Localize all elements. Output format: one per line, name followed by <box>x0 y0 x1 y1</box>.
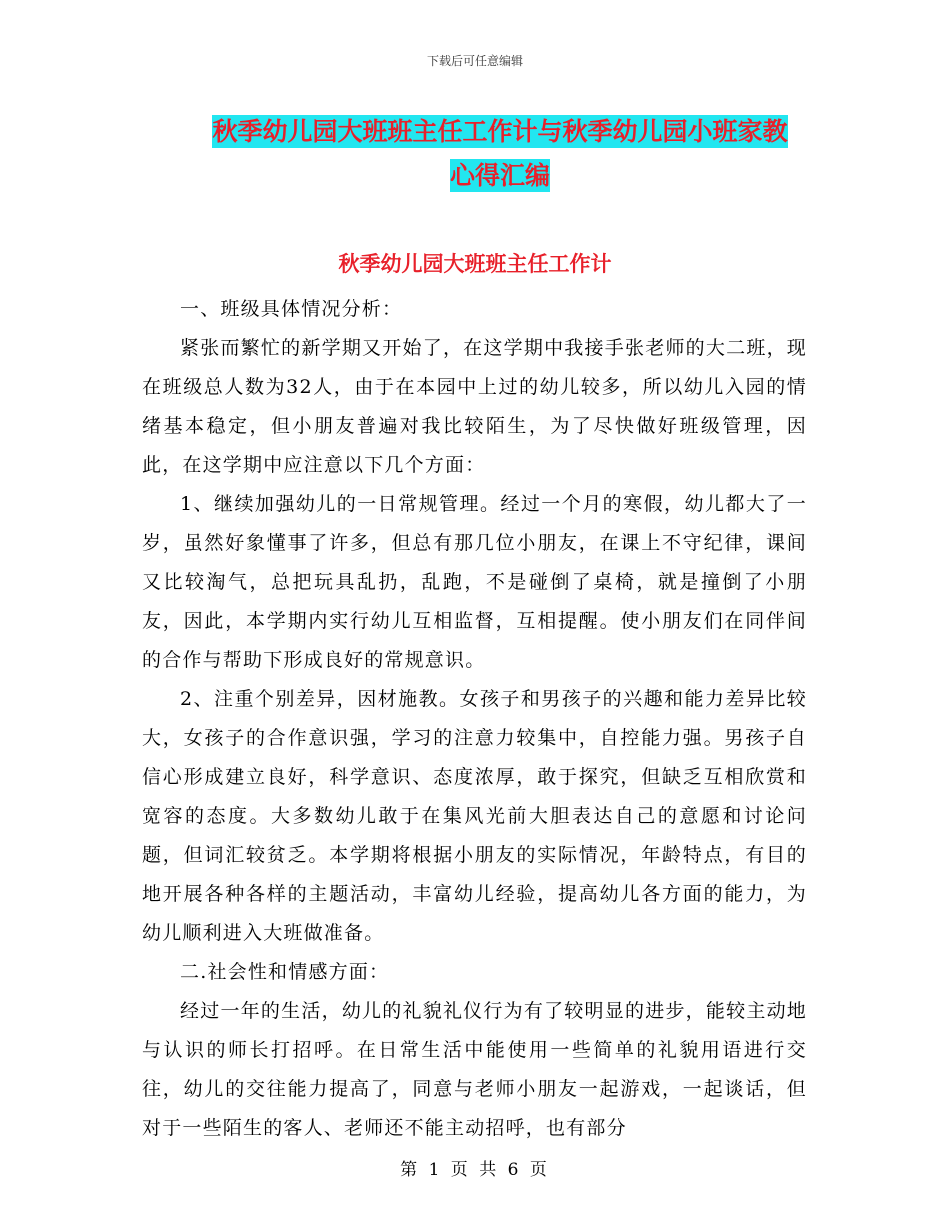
paragraph: 紧张而繁忙的新学期又开始了，在这学期中我接手张老师的大二班，现在班级总人数为32人，由于在本园中上过的幼儿较多，所以幼儿入园的情绪基本稳定，但小朋友普遍对我比较陌生，为了尽快做好班级管理，因此，在这学期中应注意以下几个方面： <box>142 337 807 476</box>
document-body <box>142 290 807 1148</box>
paragraph: 2、注重个别差异，因材施教。女孩子和男孩子的兴趣和能力差异比较大，女孩子的合作意识强，学习的注意力较集中，自控能力强。男孩子自信心形成建立良好，科学意识、态度浓厚，敢于探究，但缺乏互相欣赏和宽容的态度。大多数幼儿敢于在集风光前大胆表达自己的意愿和讨论问题，但词汇较贫乏。本学期将根据小朋友的实际情况，年龄特点，有目的地开展各种各样的主题活动，丰富幼儿经验，提高幼儿各方面的能力，为幼儿顺利进入大班做准备。 <box>142 688 807 944</box>
document-title <box>120 110 880 198</box>
document-title-line-2: 心得汇编 <box>449 161 550 190</box>
paragraph: 一、班级具体情况分析： <box>180 298 403 320</box>
paragraph: 经过一年的生活，幼儿的礼貌礼仪行为有了较明显的进步，能较主动地与认识的师长打招呼。在日常生活中能使用一些简单的礼貌用语进行交往，幼儿的交往能力提高了，同意与老师小朋友一起游戏，一起谈话，但对于一些陌生的客人、老师还不能主动招呼，也有部分 <box>142 1000 807 1139</box>
document-title-line-1: 秋季幼儿园大班班主任工作计与秋季幼儿园小班家教 <box>212 117 788 146</box>
header-note: 下载后可任意编辑 <box>426 54 523 68</box>
paragraph: 1、继续加强幼儿的一日常规管理。经过一个月的寒假，幼儿都大了一岁，虽然好象懂事了许多，但总有那几位小朋友，在课上不守纪律，课间又比较淘气，总把玩具乱扔，乱跑，不是碰倒了桌椅，就是撞倒了小朋友，因此，本学期内实行幼儿互相监督，互相提醒。使小朋友们在同伴间的合作与帮助下形成良好的常规意识。 <box>142 493 807 671</box>
page-number: 第 1 页 共 6 页 <box>400 1160 550 1180</box>
paragraph: 二.社会性和情感方面： <box>180 961 390 983</box>
section-title: 秋季幼儿园大班班主任工作计 <box>338 252 612 276</box>
